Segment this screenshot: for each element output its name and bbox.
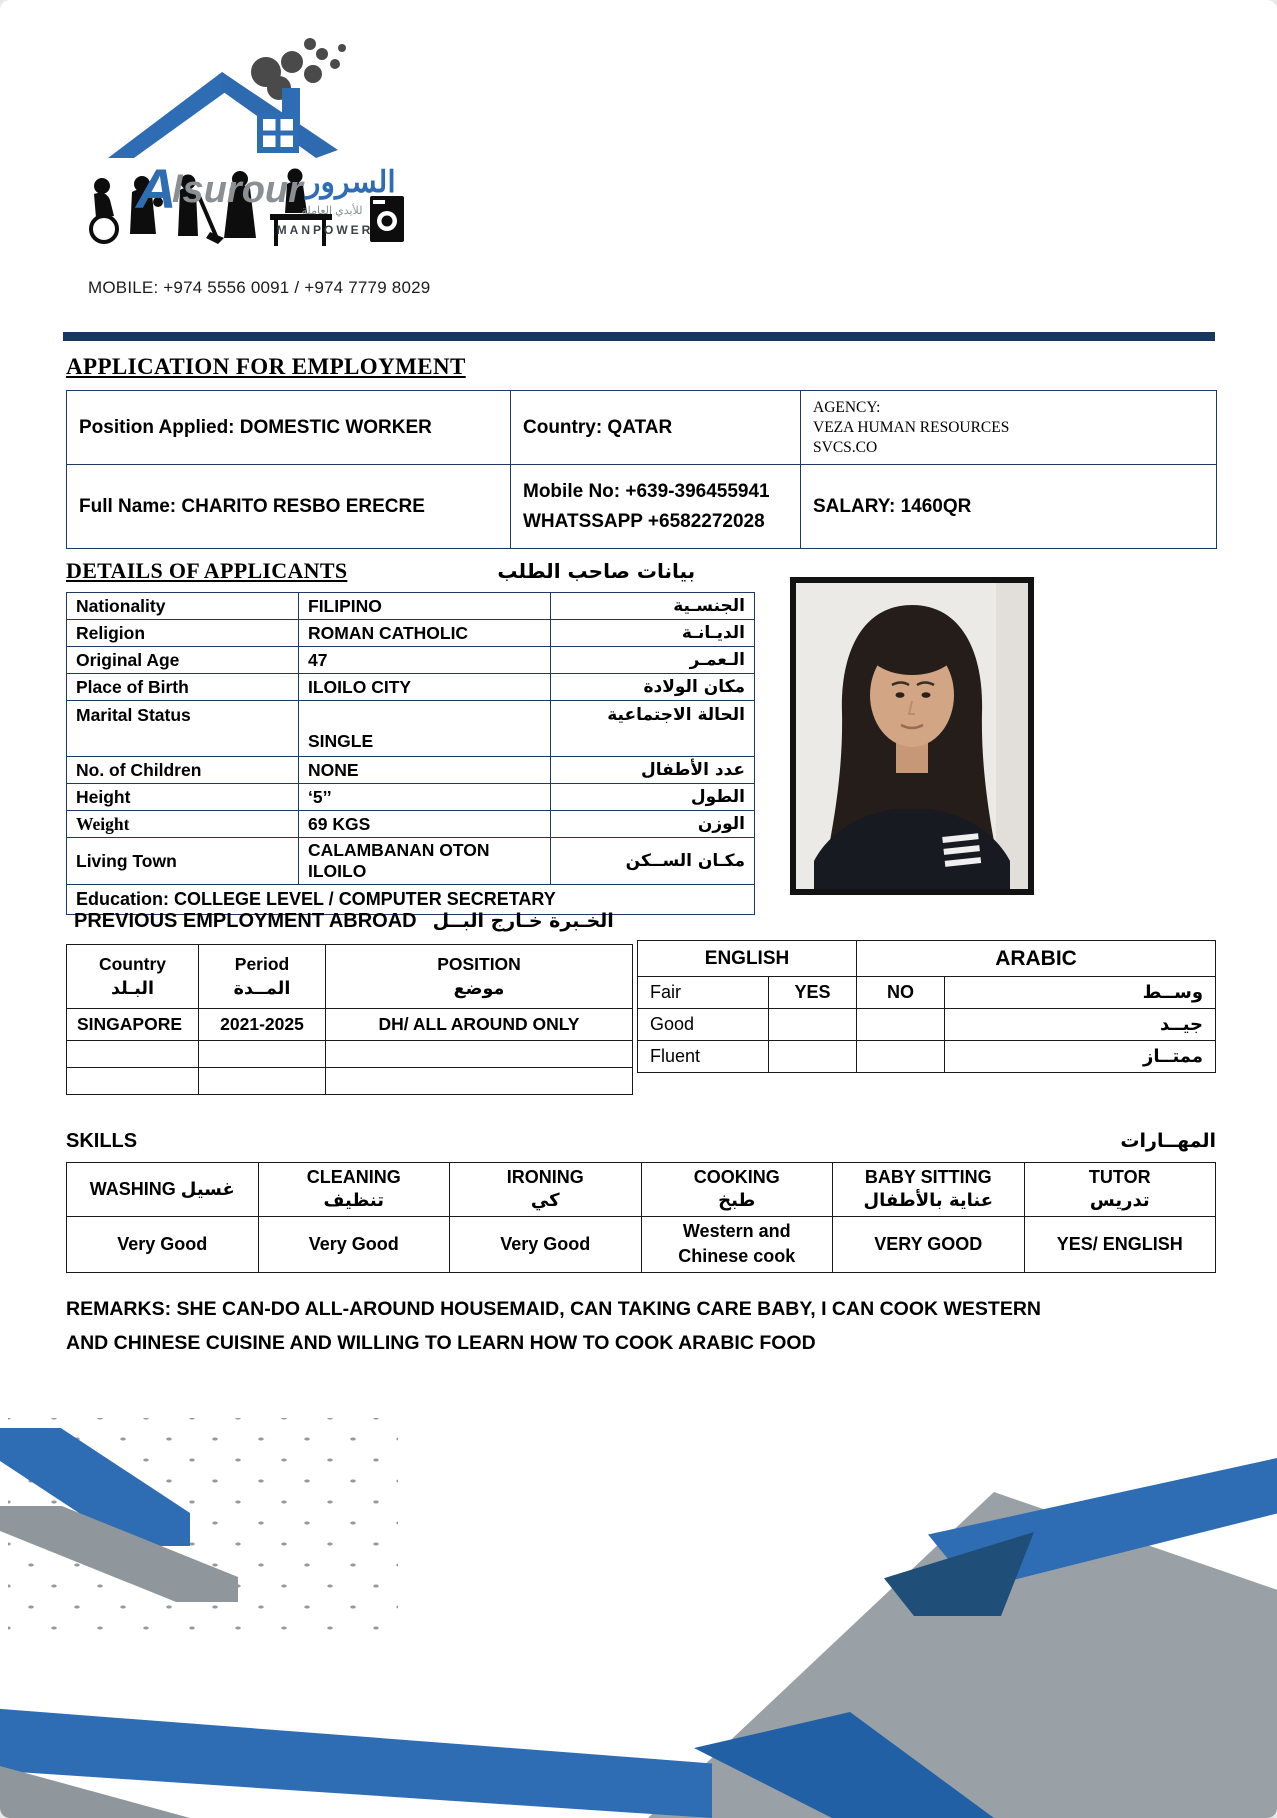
detail-arabic: الوزن — [551, 811, 755, 838]
detail-arabic: عدد الأطفال — [551, 757, 755, 784]
decor-blue-chevron-left — [0, 1428, 190, 1546]
whatsapp-number: WHATSSAPP +6582272028 — [523, 510, 765, 532]
decor-blue-band-bottom — [0, 1694, 712, 1818]
employment-country-value — [67, 1068, 199, 1095]
decor-dot-grid — [8, 1418, 398, 1646]
skills-title: SKILLS — [66, 1130, 138, 1152]
table-row — [67, 593, 755, 620]
decor-gray-chevron-left — [0, 1506, 238, 1602]
agency-logo-graphic — [70, 36, 410, 258]
skill-value-babysitting: VERY GOOD — [833, 1216, 1025, 1272]
decor-navy-accent-right — [884, 1532, 1034, 1616]
education-cell: Education: COLLEGE LEVEL / COMPUTER SECRETARY — [67, 885, 755, 915]
detail-arabic: الطول — [551, 784, 755, 811]
detail-label: Living Town — [67, 838, 299, 885]
detail-label: No. of Children — [67, 757, 299, 784]
decor-blue-band-right — [928, 1458, 1277, 1590]
languages-table — [637, 940, 1216, 1073]
skill-header-washing: WASHING غسيل — [67, 1163, 259, 1217]
detail-value: 69 KGS — [299, 811, 551, 838]
detail-arabic: الـعمـر — [551, 647, 755, 674]
detail-label: Original Age — [67, 647, 299, 674]
table-row — [67, 1041, 633, 1068]
skills-heading — [66, 1130, 1216, 1153]
logo-brand-arabic: السرور — [306, 166, 396, 199]
table-row — [67, 465, 1217, 549]
table-row — [67, 811, 755, 838]
employment-position-header: POSITION موضع — [326, 945, 633, 1009]
skill-header-ironing: IRONING كي — [450, 1163, 642, 1217]
detail-label: Place of Birth — [67, 674, 299, 701]
application-table — [66, 390, 1217, 549]
logo-tagline-arabic: للأيدي العاملة — [301, 205, 363, 217]
detail-label: Marital Status — [67, 701, 299, 757]
employment-period-value — [199, 1068, 326, 1095]
full-name-cell: Full Name: CHARITO RESBO ERECRE — [67, 465, 511, 549]
table-row — [67, 838, 755, 885]
skill-value-tutor: YES/ ENGLISH — [1024, 1216, 1216, 1272]
logo-initial: A — [136, 157, 177, 220]
logo-manpower-label: MANPOWER — [276, 223, 374, 237]
language-arabic: ممتــاز — [945, 1041, 1216, 1073]
previous-employment-heading — [74, 910, 614, 933]
details-table — [66, 592, 755, 915]
language-yes — [769, 1041, 857, 1073]
detail-value: CALAMBANAN OTON ILOILO — [299, 838, 551, 885]
previous-employment-table — [66, 944, 633, 1095]
language-level: Fluent — [638, 1041, 769, 1073]
country-cell: Country: QATAR — [511, 391, 801, 465]
decor-gray-triangle-right — [648, 1492, 1277, 1818]
employment-country-header: Country البـلد — [67, 945, 199, 1009]
table-row — [638, 1009, 1216, 1041]
remarks-text: REMARKS: SHE CAN-DO ALL-AROUND HOUSEMAID, CAN TAKING CARE BABY, I CAN COOK WESTERN AND CHINESE CUISINE AND WILLING TO LEARN HOW TO COOK ARABIC FOOD — [66, 1298, 1041, 1355]
table-row — [67, 784, 755, 811]
previous-employment-title: PREVIOUS EMPLOYMENT ABROAD — [74, 910, 417, 932]
mobile-cell — [511, 465, 801, 549]
skill-value-cooking: Western and Chinese cook — [641, 1216, 833, 1272]
logo-wordmark — [134, 157, 396, 237]
table-row — [67, 1216, 1216, 1272]
agency-logo — [70, 36, 410, 258]
table-header-row — [67, 945, 633, 1009]
table-row — [67, 757, 755, 784]
agency-value: VEZA HUMAN RESOURCES SVCS.CO — [813, 419, 1010, 457]
detail-label: Weight — [67, 811, 299, 838]
language-arabic: جيــد — [945, 1009, 1216, 1041]
skill-value-washing: Very Good — [67, 1216, 259, 1272]
application-title: APPLICATION FOR EMPLOYMENT — [66, 354, 466, 379]
position-applied-cell: Position Applied: DOMESTIC WORKER — [67, 391, 511, 465]
detail-arabic: مكـان الســكن — [551, 838, 755, 885]
detail-arabic: الديـانـة — [551, 620, 755, 647]
english-header: ENGLISH — [638, 941, 857, 977]
applicant-portrait-illustration — [796, 583, 1028, 889]
header-divider-bar — [63, 332, 1215, 341]
language-no: NO — [857, 977, 945, 1009]
detail-value: ROMAN CATHOLIC — [299, 620, 551, 647]
salary-cell: SALARY: 1460QR — [801, 465, 1217, 549]
decor-navy-chevron-bottom — [694, 1712, 994, 1818]
employment-country-value: SINGAPORE — [67, 1009, 199, 1041]
skills-title-arabic: المهــارات — [1120, 1130, 1216, 1152]
detail-value: ILOILO CITY — [299, 674, 551, 701]
employment-period-value — [199, 1041, 326, 1068]
table-header-row — [67, 1163, 1216, 1217]
table-row — [67, 391, 1217, 465]
table-row — [67, 647, 755, 674]
mobile-number: Mobile No: +639-396455941 — [523, 481, 770, 503]
language-no — [857, 1041, 945, 1073]
skill-header-cooking: COOKING طبخ — [641, 1163, 833, 1217]
table-header-row — [638, 941, 1216, 977]
detail-label: Religion — [67, 620, 299, 647]
decor-gray-corner-bottom-left — [0, 1766, 190, 1818]
agency-mobile-line: MOBILE: +974 5556 0091 / +974 7779 8029 — [88, 278, 431, 297]
applicant-photo — [790, 577, 1034, 895]
detail-arabic: مكان الولادة — [551, 674, 755, 701]
skill-header-cleaning: CLEANING تنظيف — [258, 1163, 450, 1217]
detail-label: Height — [67, 784, 299, 811]
table-row — [67, 674, 755, 701]
employment-period-value: 2021-2025 — [199, 1009, 326, 1041]
details-title: DETAILS OF APPLICANTS — [66, 558, 348, 583]
language-yes — [769, 1009, 857, 1041]
logo-house-roof-icon — [108, 72, 338, 158]
language-yes: YES — [769, 977, 857, 1009]
table-row — [638, 977, 1216, 1009]
table-row — [67, 1068, 633, 1095]
arabic-header: ARABIC — [857, 941, 1216, 977]
logo-brand-latin: lsurour — [172, 169, 303, 211]
agency-cell — [801, 391, 1217, 465]
table-row — [638, 1041, 1216, 1073]
details-title-arabic: بيانات صاحب الطلب — [497, 559, 696, 583]
employment-country-value — [67, 1041, 199, 1068]
table-row — [67, 1009, 633, 1041]
skill-header-babysitting: BABY SITTING عناية بالأطفال — [833, 1163, 1025, 1217]
table-row — [67, 620, 755, 647]
language-arabic: وســط — [945, 977, 1216, 1009]
language-level: Good — [638, 1009, 769, 1041]
agency-label: AGENCY: — [813, 399, 881, 416]
skill-value-cleaning: Very Good — [258, 1216, 450, 1272]
language-no — [857, 1009, 945, 1041]
table-row — [67, 701, 755, 757]
employment-position-value — [326, 1068, 633, 1095]
details-heading — [66, 558, 766, 584]
detail-value: SINGLE — [299, 701, 551, 757]
detail-value: NONE — [299, 757, 551, 784]
detail-value: 47 — [299, 647, 551, 674]
detail-value: ‘5’’ — [299, 784, 551, 811]
employment-position-value: DH/ ALL AROUND ONLY — [326, 1009, 633, 1041]
language-level: Fair — [638, 977, 769, 1009]
previous-employment-title-arabic: الخـبرة خـارج البــل — [432, 910, 614, 932]
skill-value-ironing: Very Good — [450, 1216, 642, 1272]
detail-label: Nationality — [67, 593, 299, 620]
detail-value: FILIPINO — [299, 593, 551, 620]
skills-table — [66, 1162, 1216, 1273]
employment-period-header: Period المــدة — [199, 945, 326, 1009]
employment-position-value — [326, 1041, 633, 1068]
detail-arabic: الجنسـية — [551, 593, 755, 620]
skill-header-tutor: TUTOR تدريس — [1024, 1163, 1216, 1217]
detail-arabic: الحالة الاجتماعية — [551, 701, 755, 757]
